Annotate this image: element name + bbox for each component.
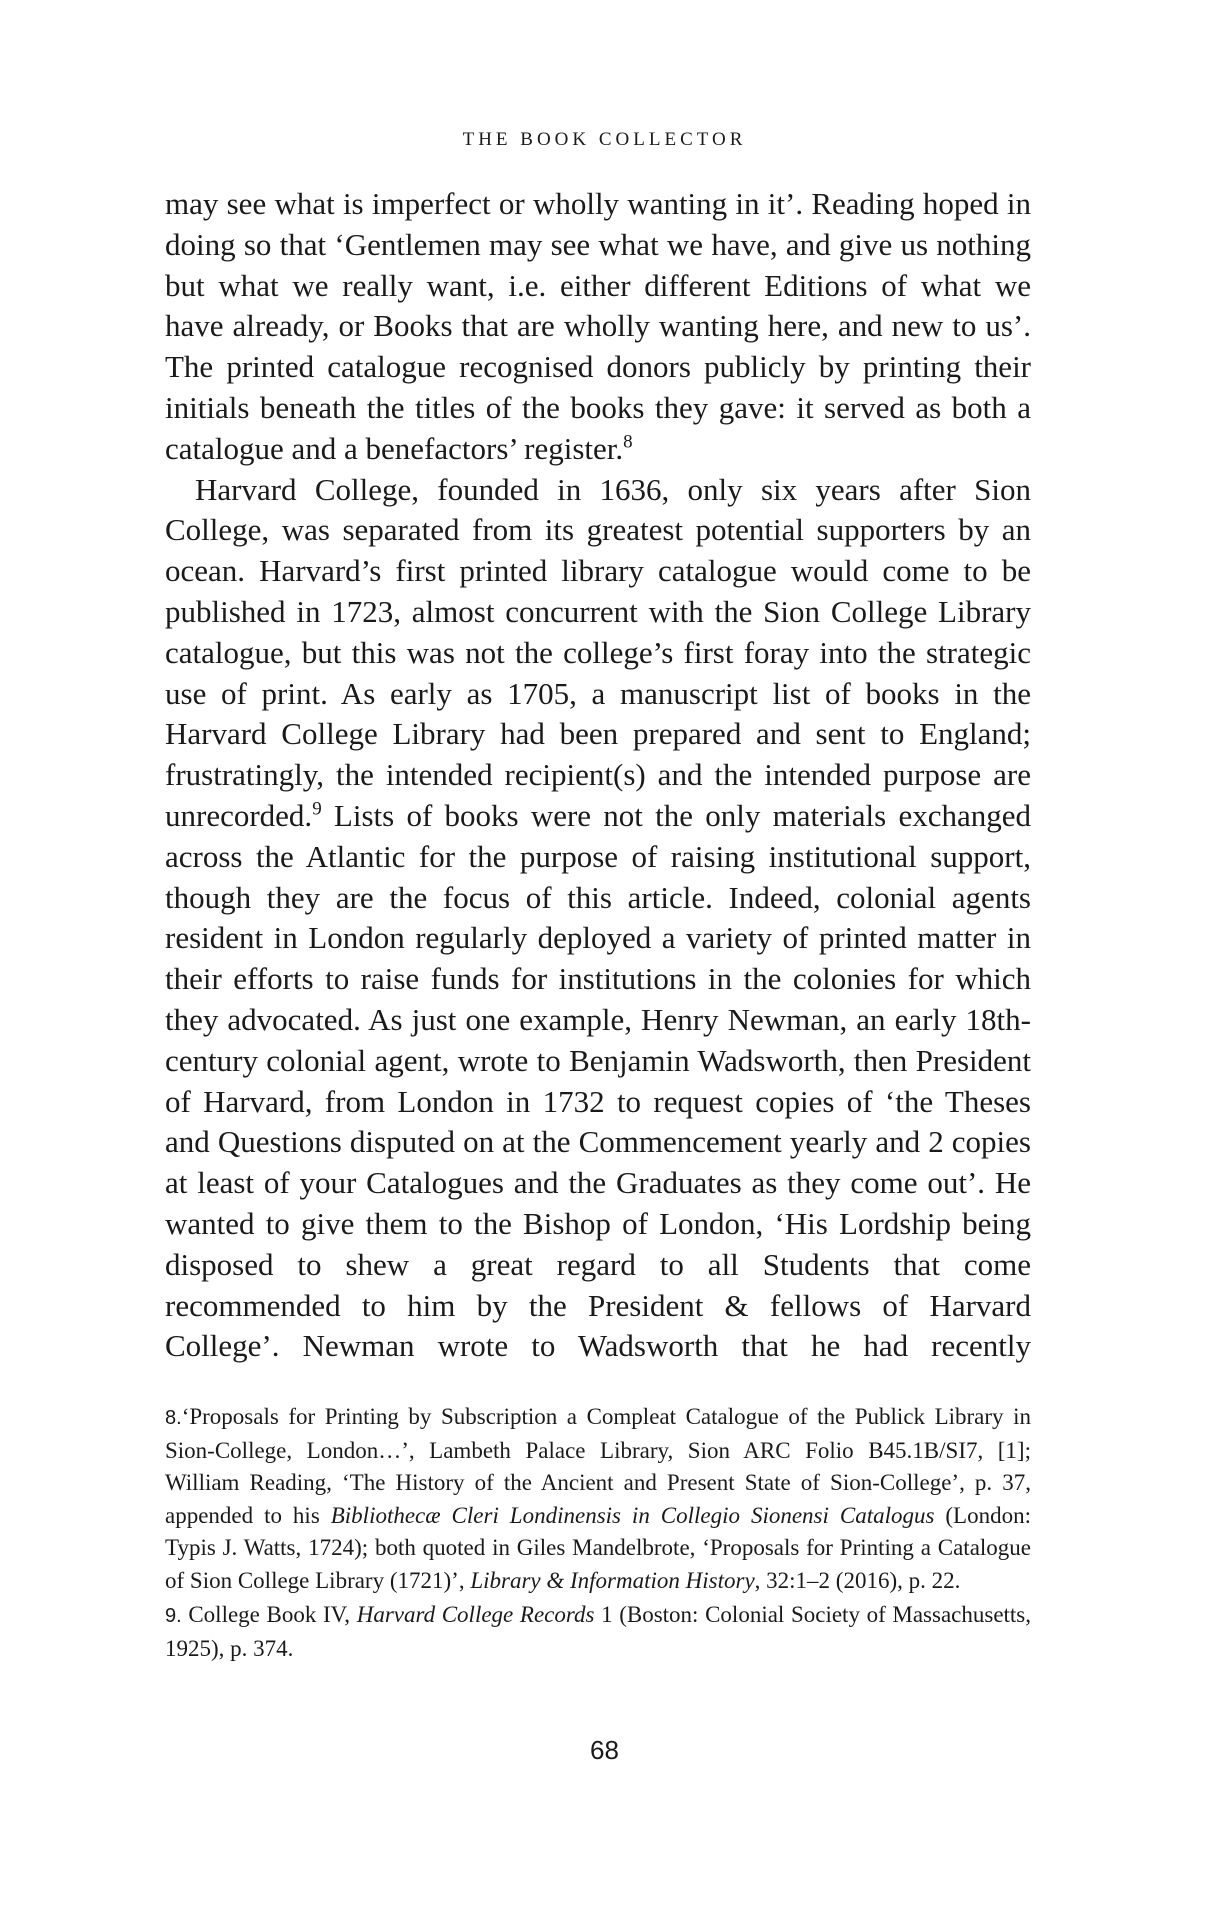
- footnote-reference: 9: [312, 798, 322, 820]
- paragraph-2: [165, 470, 1031, 1368]
- footnote-text: [165, 1602, 1031, 1661]
- footnote-number: 8.: [165, 1407, 182, 1429]
- text-run: (London: Typis J. Watts, 1724); both quoted in Giles Mandelbrote, ‘Proposals for Printing a Catalogue of Sion College Library (1721)’,: [165, 1502, 1031, 1593]
- italic-title: Library & Information History: [470, 1567, 755, 1593]
- text-run: may see what is imperfect or wholly wanting in it’. Reading hoped in doing so that ‘Gentlemen may see what we have, and give us nothing but what we really want, i.e. either different Editions of what we have already, or Books that are wholly wanting here, and new to us’. The printed catalogue recognised donors publicly by printing their initials beneath the titles of the books they gave: it served as both a catalogue and a benefactors’ register.: [165, 186, 1031, 466]
- text-run: Lists of books were not the only materials exchanged across the Atlantic for the purpose of raising institutional support, though they are the focus of this article. Indeed, colonial agents resident in London regularly deployed a variety of printed matter in their efforts to raise funds for institutions in the colonies for which they advocated. As just one example, Henry Newman, an early 18th-century colonial agent, wrote to Benjamin Wadsworth, then President of Harvard, from London in 1732 to request copies of ‘the Theses and Questions disputed on at the Commencement yearly and 2 copies at least of your Catalogues and the Graduates as they come out’. He wanted to give them to the Bishop of London, ‘His Lordship being disposed to shew a great regard to all Students that come recommended to him by the President & fellows of Harvard College’. Newman wrote to Wadsworth that he had recently: [165, 797, 1031, 1364]
- running-head: THE BOOK COLLECTOR: [462, 129, 747, 150]
- footnote-8: [165, 1401, 1031, 1597]
- text-run: College Book IV,: [181, 1602, 357, 1627]
- footnotes: [165, 1401, 1031, 1667]
- footnote-number: 9.: [165, 1605, 182, 1627]
- page-number: 68: [590, 1735, 619, 1765]
- footnote-reference: 8: [623, 431, 633, 453]
- text-run: 1 (Boston: Colonial Society of Massachusetts, 1925), p. 374.: [165, 1602, 1032, 1661]
- italic-title: Harvard College Records: [356, 1602, 595, 1627]
- italic-title: Bibliothecæ Cleri Londinensis in Collegio Sionensi Catalogus: [330, 1502, 935, 1528]
- text-run: , 32:1–2 (2016), p. 22.: [754, 1567, 961, 1593]
- paragraph-1: [165, 184, 1031, 470]
- text-run: Harvard College, founded in 1636, only six years after Sion College, was separated from its greatest potential supporters by an ocean. Harvard’s first printed library catalogue would come to be published in 1723, almost concurrent with the Sion College Library catalogue, but this was not the college’s first foray into the strategic use of print. As early as 1705, a manuscript list of books in the Harvard College Library had been prepared and sent to England; frustratingly, the intended recipient(s) and the intended purpose are unrecorded.: [165, 471, 1031, 833]
- text-run: ‘Proposals for Printing by Subscription a Compleat Catalogue of the Publick Library in Sion-College, London…’, Lambeth Palace Library, Sion ARC Folio B45.1B/SI7, [1]; William Reading, ‘The History of the Ancient and Present State of Sion-College’, p. 37, appended to his: [165, 1404, 1031, 1528]
- footnote-text: [165, 1404, 1031, 1593]
- body-text: [165, 184, 1031, 1367]
- footnote-9: [165, 1599, 1031, 1665]
